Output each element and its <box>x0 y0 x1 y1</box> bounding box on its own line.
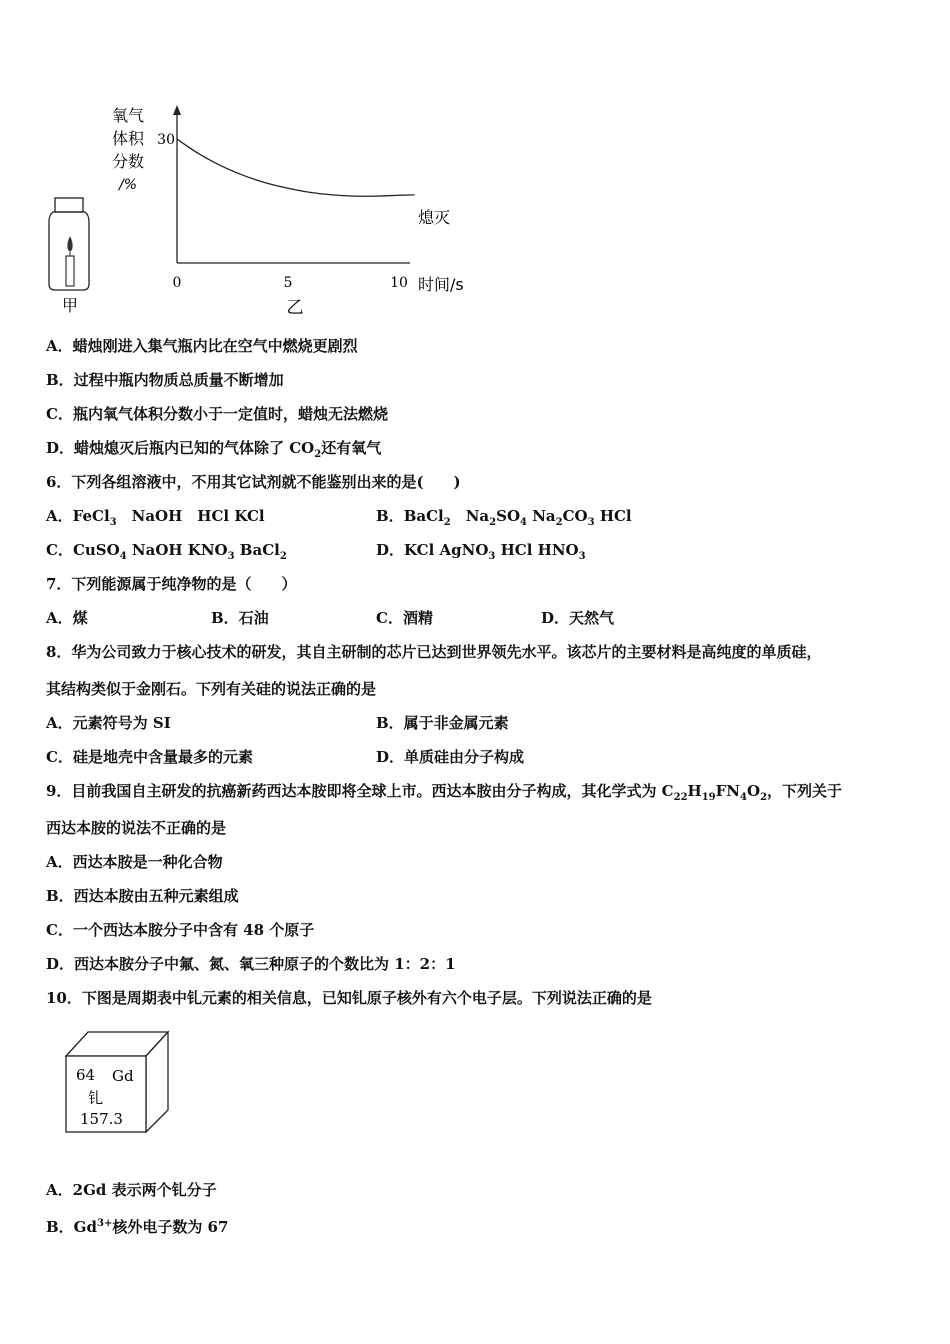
q9-option-c: C．一个西达本胺分子中含有 48 个原子 <box>46 921 315 939</box>
jar-label: 甲 <box>61 296 79 315</box>
oxygen-fraction-curve <box>177 139 415 196</box>
q7-option-c: C．酒精 <box>376 609 433 627</box>
q6-option-a: A．FeCl$_3$ NaOH HCl KCl <box>46 507 265 528</box>
y-label-line-4: /% <box>118 177 138 193</box>
q8-stem-line-1: 8．华为公司致力于核心技术的研发，其自主研制的芯片已达到世界领先水平。该芯片的主要材料是高纯度的单质硅， <box>46 643 822 661</box>
x-axis-label: 时间/s <box>418 275 464 294</box>
q5-option-d: D．蜡烛熄灭后瓶内已知的气体除了 $CO_2$还有氧气 <box>46 439 382 460</box>
gas-jar-with-candle-icon <box>49 198 89 290</box>
q9-option-b: B．西达本胺由五种元素组成 <box>46 887 239 905</box>
q8-option-c: C．硅是地壳中含量最多的元素 <box>46 748 253 766</box>
q5-option-b: B．过程中瓶内物质总质量不断增加 <box>46 371 284 389</box>
element-name: 钆 <box>88 1089 104 1107</box>
q6-option-d: D．KCl AgNO$_3$ HCl $HNO_3$ <box>376 541 586 562</box>
q8-option-d: D．单质硅由分子构成 <box>376 748 525 766</box>
y-label-line-2: 体积 <box>111 129 145 148</box>
x-tick-label-0: 0 <box>172 275 182 291</box>
y-label-line-3: 分数 <box>111 152 145 171</box>
candle-experiment-figure <box>0 0 950 330</box>
q8-option-b: B．属于非金属元素 <box>376 714 509 732</box>
q7-option-d: D．天然气 <box>541 609 615 627</box>
element-atomic-mass: 157.3 <box>80 1110 123 1128</box>
q5-option-a: A．蜡烛刚进入集气瓶内比在空气中燃烧更剧烈 <box>46 337 358 355</box>
q9-option-a: A．西达本胺是一种化合物 <box>46 853 223 871</box>
q8-stem-line-2: 其结构类似于金刚石。下列有关硅的说法正确的是 <box>46 680 377 698</box>
chart-plot-area <box>157 132 414 291</box>
x-tick-label-5: 5 <box>283 275 293 291</box>
q5-option-d-text: D．蜡烛熄灭后瓶内已知的气体除了 CO <box>46 439 315 457</box>
q5-option-c: C．瓶内氧气体积分数小于一定值时，蜡烛无法燃烧 <box>46 405 388 423</box>
q9-stem-line-2: 西达本胺的说法不正确的是 <box>46 819 227 837</box>
q9-stem-line-1: 9．目前我国自主研发的抗癌新药西达本胺即将全球上市。西达本胺由分子构成，其化学式为 $C_{22}H_{19}FN_4O_2$，下列关于 <box>46 782 843 803</box>
q6-stem: 6．下列各组溶液中，不用其它试剂就不能鉴别出来的是( ) <box>46 473 461 491</box>
q9-option-d: D．西达本胺分子中氟、氮、氧三种原子的个数比为 1：2：1 <box>46 955 456 973</box>
chart-caption: 乙 <box>286 298 304 318</box>
q7-option-a: A．煤 <box>46 609 88 627</box>
y-label-line-1: 氧气 <box>111 106 145 125</box>
q6-option-b: B．BaCl$_2$ $Na_2SO_4$ $Na_2CO_3$ HCl <box>376 507 632 528</box>
y-axis-arrow-icon <box>173 105 181 115</box>
q8-option-a: A．元素符号为 SI <box>46 714 171 732</box>
curve-end-label: 熄灭 <box>418 208 451 227</box>
q10-stem: 10．下图是周期表中钆元素的相关信息，已知钆原子核外有六个电子层。下列说法正确的是 <box>46 989 652 1007</box>
periodic-table-cell <box>60 1028 190 1140</box>
q10-option-a: A．2Gd 表示两个钆分子 <box>46 1181 217 1199</box>
x-tick-label-10: 10 <box>390 275 408 291</box>
q7-stem: 7．下列能源属于纯净物的是（ ） <box>46 575 297 593</box>
q7-option-b: B．石油 <box>211 609 269 627</box>
element-symbol: Gd <box>112 1067 134 1085</box>
q6-option-c: C．CuSO$_4$ NaOH $KNO_3$ BaCl$_2$ <box>46 541 287 562</box>
element-atomic-number: 64 <box>76 1066 96 1084</box>
y-tick-label-30: 30 <box>157 132 175 149</box>
q10-option-b: B．$Gd^{3+}$核外电子数为 67 <box>46 1218 229 1236</box>
